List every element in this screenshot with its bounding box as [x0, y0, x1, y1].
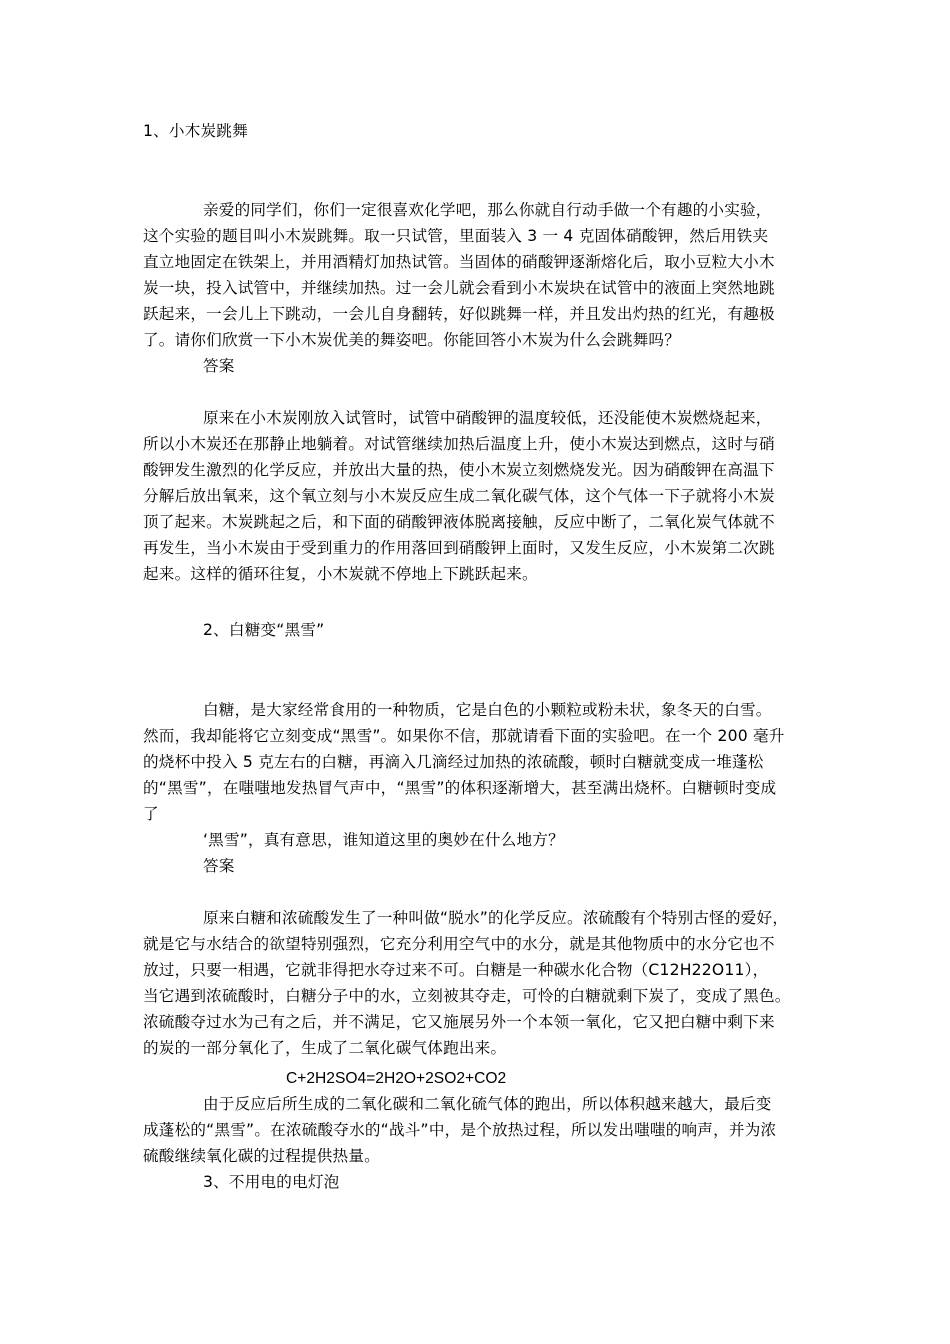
section-2-answer-line: 原来白糖和浓硫酸发生了一种叫做“脱水”的化学反应。浓硫酸有个特别古怪的爱好， — [203, 909, 789, 927]
section-1-answer-line: 所以小木炭还在那静止地躺着。对试管继续加热后温度上升，使小木炭达到燃点，这时与硝 — [143, 435, 775, 453]
section-1-question-line: 这个实验的题目叫小木炭跳舞。取一只试管，里面装入 3 一 4 克固体硝酸钾，然后用铁夹 — [143, 227, 769, 245]
section-1-answer-label: 答案 — [203, 357, 235, 375]
section-2-answer-line: 当它遇到浓硫酸时，白糖分子中的水，立刻被其夺走，可怜的白糖就剩下炭了，变成了黑色。 — [143, 987, 791, 1005]
section-2-answer-line: 就是它与水结合的欲望特别强烈，它充分利用空气中的水分，就是其他物质中的水分它也不 — [143, 935, 775, 953]
section-2-answer-line: 浓硫酸夺过水为己有之后，并不满足，它又施展另外一个本领一氧化，它又把白糖中剩下来 — [143, 1013, 775, 1031]
section-1-question-line: 直立地固定在铁架上，并用酒精灯加热试管。当固体的硝酸钾逐渐熔化后，取小豆粒大小木 — [143, 253, 775, 271]
section-2-question-line: 的“黑雪”，在嗤嗤地发热冒气声中，“黑雪”的体积逐渐增大，甚至满出烧杯。白糖顿时变成 — [143, 779, 777, 797]
section-2-question-line: 了 — [143, 805, 159, 823]
section-1-answer-line: 分解后放出氧来，这个氧立刻与小木炭反应生成二氧化碳气体，这个气体一下子就将小木炭 — [143, 487, 775, 505]
section-1-heading: 1、小木炭跳舞 — [143, 122, 248, 140]
section-1-answer-line: 酸钾发生激烈的化学反应，并放出大量的热，使小木炭立刻燃烧发光。因为硝酸钾在高温下 — [143, 461, 775, 479]
section-3-heading: 3、不用电的电灯泡 — [203, 1173, 340, 1191]
section-2-question-line: ‘黑雪”，真有意思，谁知道这里的奥妙在什么地方？ — [203, 831, 564, 849]
section-2-conclusion-line: 由于反应后所生成的二氧化碳和二氧化硫气体的跑出，所以体积越来越大，最后变 — [203, 1095, 772, 1113]
section-1-answer-line: 顶了起来。木炭跳起之后，和下面的硝酸钾液体脱离接触，反应中断了，二氧化炭气体就不 — [143, 513, 775, 531]
section-1-question-line: 亲爱的同学们，你们一定很喜欢化学吧，那么你就自行动手做一个有趣的小实验， — [203, 201, 772, 219]
section-1-question-line: 了。请你们欣赏一下小木炭优美的舞姿吧。你能回答小木炭为什么会跳舞吗？ — [143, 331, 680, 349]
section-2-answer-label: 答案 — [203, 857, 235, 875]
section-2-question-line: 白糖，是大家经常食用的一种物质，它是白色的小颗粒或粉未状，象冬天的白雪。 — [203, 701, 772, 719]
chemical-equation: C+2H2SO4=2H2O+2SO2+CO2 — [286, 1070, 507, 1087]
section-2-conclusion-line: 硫酸继续氧化碳的过程提供热量。 — [143, 1147, 380, 1165]
section-2-question-line: 然而，我却能将它立刻变成“黑雪”。如果你不信，那就请看下面的实验吧。在一个 200 毫升 — [143, 727, 785, 745]
section-2-answer-line: 的炭的一部分氧化了，生成了二氧化碳气体跑出来。 — [143, 1039, 507, 1057]
section-1-answer-line: 原来在小木炭刚放入试管时，试管中硝酸钾的温度较低，还没能使木炭燃烧起来， — [203, 409, 772, 427]
section-1-answer-line: 起来。这样的循环往复，小木炭就不停地上下跳跃起来。 — [143, 565, 538, 583]
section-1-question-line: 跃起来，一会儿上下跳动，一会儿自身翻转，好似跳舞一样，并且发出灼热的红光，有趣极 — [143, 305, 775, 323]
section-2-answer-line: 放过，只要一相遇，它就非得把水夺过来不可。白糖是一种碳水化合物（C12H22O11）， — [143, 961, 769, 979]
section-1-question-line: 炭一块，投入试管中，并继续加热。过一会儿就会看到小木炭块在试管中的液面上突然地跳 — [143, 279, 775, 297]
section-1-answer-line: 再发生，当小木炭由于受到重力的作用落回到硝酸钾上面时，又发生反应，小木炭第二次跳 — [143, 539, 775, 557]
section-2-heading: 2、白糖变“黑雪” — [203, 621, 325, 639]
section-2-question-line: 的烧杯中投入 5 克左右的白糖，再滴入几滴经过加热的浓硫酸，顿时白糖就变成一堆蓬松 — [143, 753, 764, 771]
section-2-conclusion-line: 成蓬松的“黑雪”。在浓硫酸夺水的“战斗”中，是个放热过程，所以发出嗤嗤的响声，并为浓 — [143, 1121, 777, 1139]
